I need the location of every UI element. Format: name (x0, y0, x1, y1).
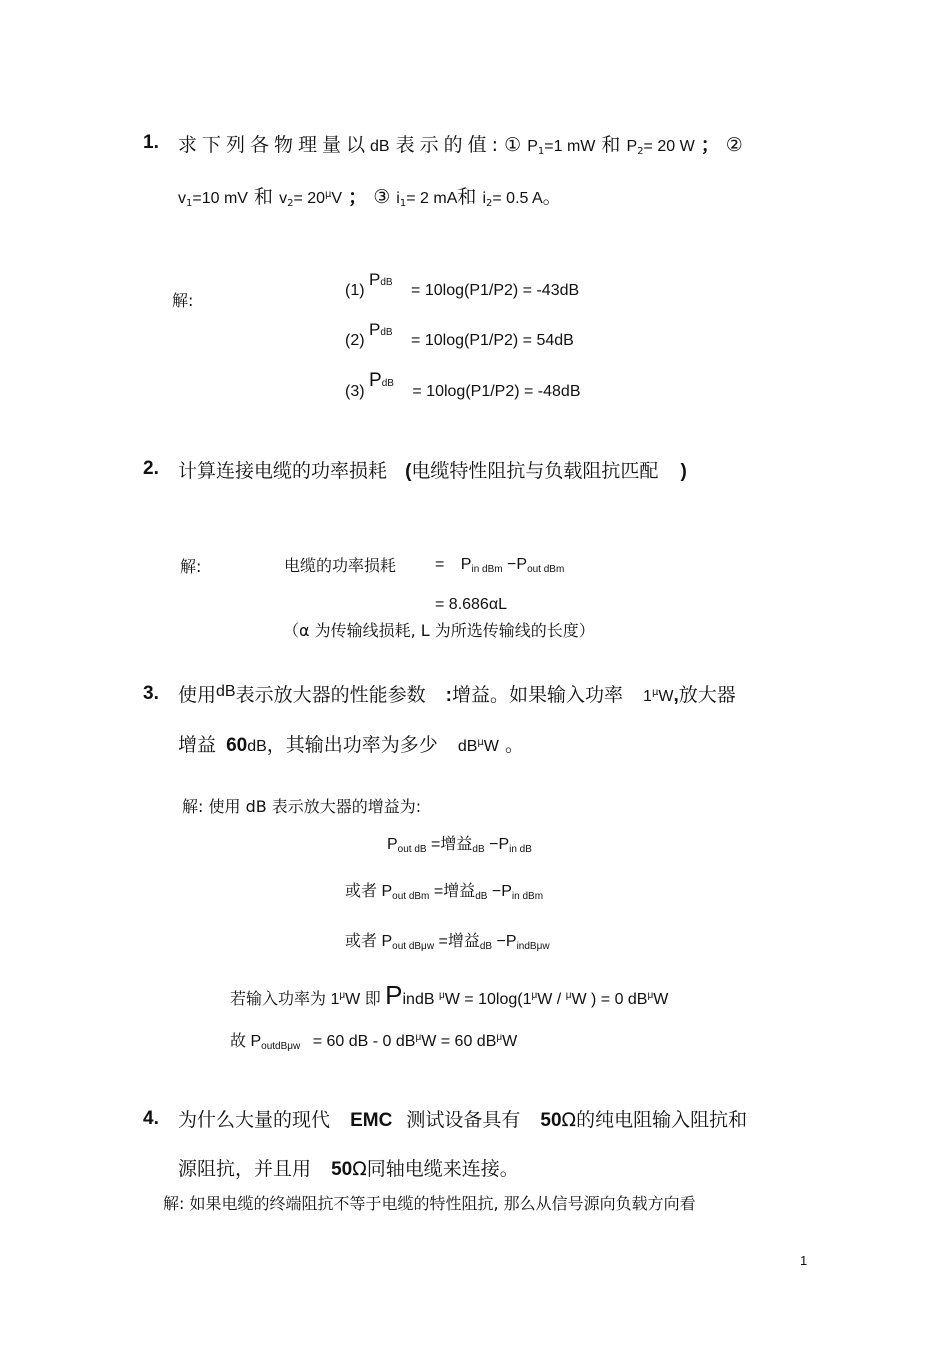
solution-3-formula-2: 或者 $P_{out dBm}$ =增益$_{dB} -P_{in dBm}$ (345, 883, 544, 902)
solution-1-label: 解: (172, 291, 194, 310)
solution-3-formula-1: $P_{out dB}$ =增益$_{dB} -P_{in dB}$ (387, 836, 532, 855)
solution-1-answer-2: (2) $P^{dB} = 10\log(P1/P2) = 54dB$ (345, 320, 574, 349)
question-3-number: 3. (143, 683, 159, 704)
solution-2-formula-2: = 8.686αL (435, 596, 507, 613)
solution-1-answer-3: (3) $P^{dB} = 10\log(P1/P2) = -48dB$ (345, 370, 581, 400)
question-4-line-1: 为什么大量的现代 EMC 测试设备具有 50Ω的纯电阻输入阻抗和 (178, 1109, 748, 1131)
page-number: 1 (800, 1253, 808, 1268)
solution-1-answer-1: (1) $P^{dB} = 10\log(P1/P2) = -43dB$ (345, 270, 580, 299)
question-3-line-1: 使用$^{dB}$表示放大器的性能参数 :增益。如果输入功率 $1^\mu W$,放大器 (178, 683, 736, 706)
question-2-number: 2. (143, 458, 159, 479)
solution-2-loss-label: 电缆的功率损耗 (284, 556, 397, 575)
solution-2-label: 解: (180, 557, 202, 576)
solution-3-input-power-line: 若输入功率为 $1^\mu W$ 即 PindB $^\mu W = 10\log(1^\mu W / ^\mu W$ ) = 0 $dB^\mu W$ (230, 980, 669, 1010)
question-2-text: 计算连接电缆的功率损耗 (电缆特性阻抗与负载阻抗匹配 ) (178, 460, 687, 482)
question-1-number: 1. (143, 132, 159, 153)
question-3-line-2: 增益 60dB，其输出功率为多少 $dB^\mu W$ 。 (178, 734, 524, 756)
solution-3-intro: 解: 使用 dB 表示放大器的增益为: (182, 797, 422, 816)
solution-2-formula-1: = $P_{in dBm} -P_{out dBm}$ (435, 556, 565, 575)
solution-2-note: （α 为传输线损耗, L 为所选传输线的长度） (283, 621, 595, 640)
question-1-line-2: $v_1=10$ mV 和 $v_2= 20^\mu V$ ； ③ $i_1= 2$ mA和 $i_2= 0.5$ A。 (178, 186, 562, 209)
question-4-number: 4. (143, 1108, 159, 1129)
question-4-line-2: 源阻抗，并且用 50Ω同轴电缆来连接。 (178, 1158, 519, 1180)
solution-3-formula-3: 或者 $P_{out dB\mu w}$ =增益$_{dB} -P_{indB\mu w}$ (345, 933, 550, 952)
solution-3-output-line: 故 $P_{outdB\mu w} = 60$ dB - 0 $dB^\mu W = 60$ $dB^\mu W$ (230, 1032, 518, 1052)
question-1-line-1: 求下列各物理量以dB 表示的值: ① $P_1=1$ mW 和 $P_2= 20$ W ； ② (178, 134, 743, 157)
solution-4-text: 解: 如果电缆的终端阻抗不等于电缆的特性阻抗, 那么从信号源向负载方向看 (163, 1194, 696, 1213)
